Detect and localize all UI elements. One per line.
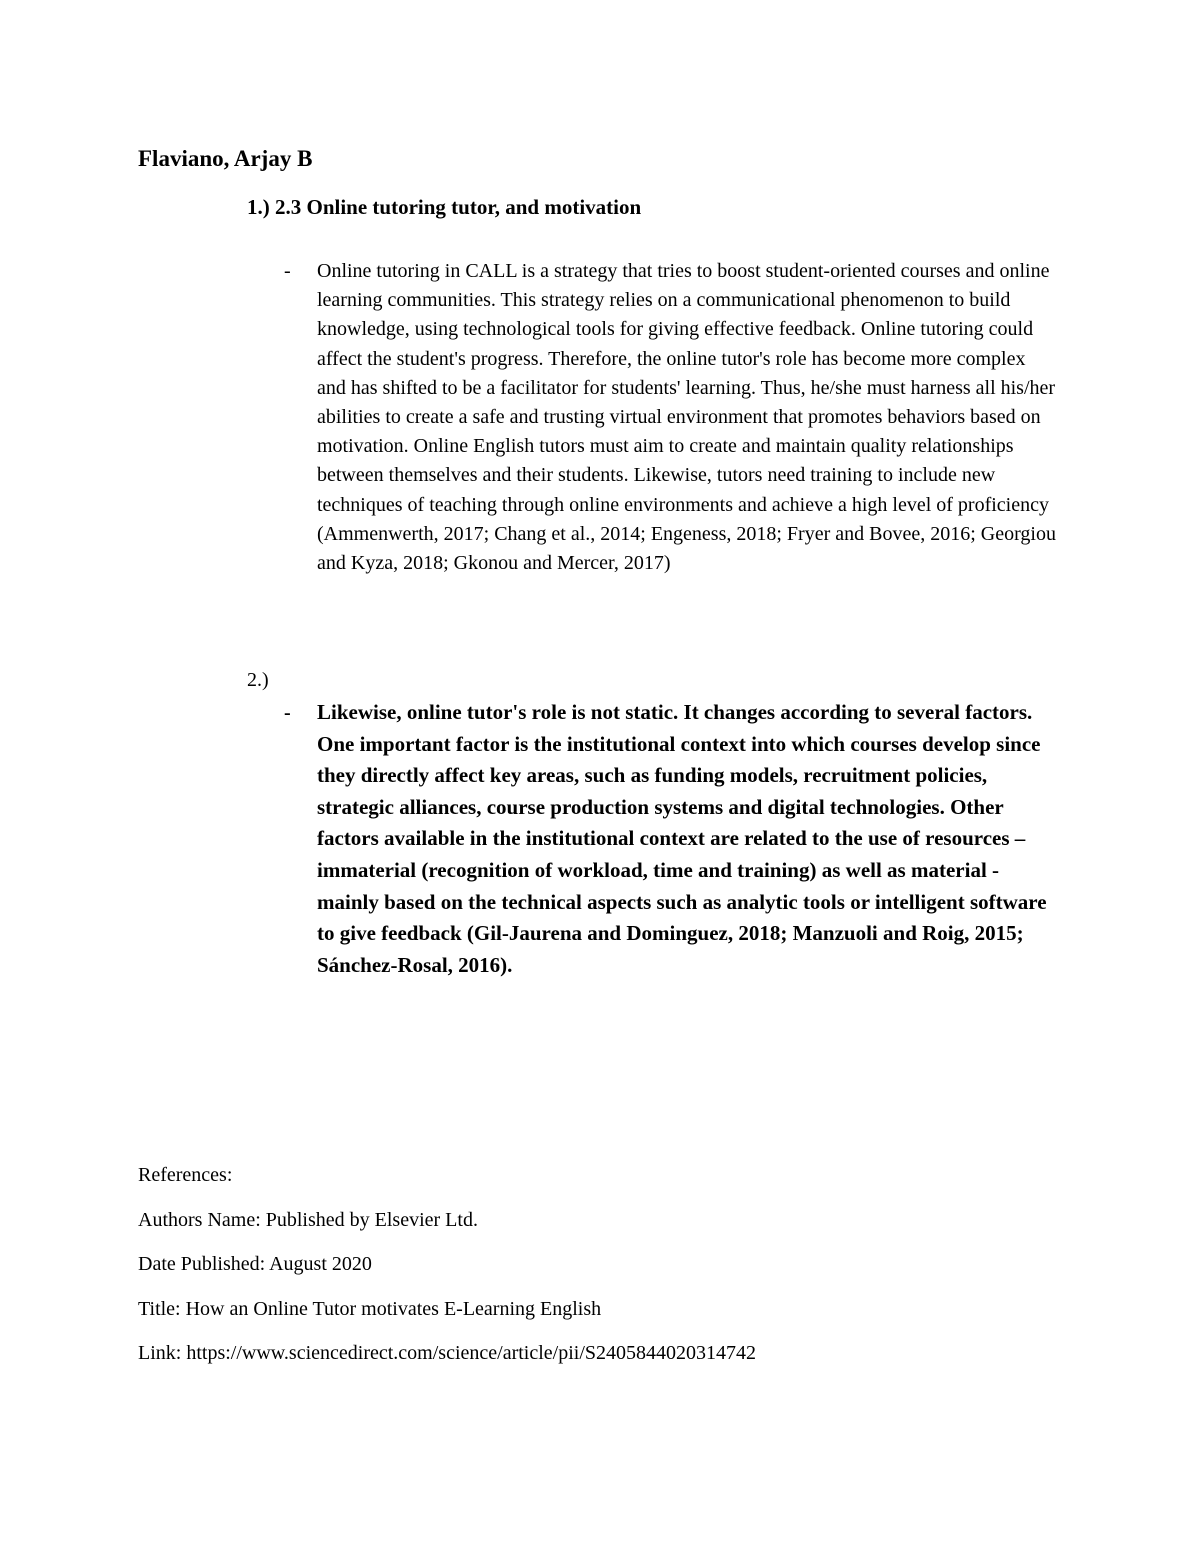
author-name: Flaviano, Arjay B	[138, 146, 313, 171]
bullet-dash-1: -	[284, 260, 291, 282]
reference-date: Date Published: August 2020	[138, 1253, 372, 1275]
question-2-answer-paragraph: Likewise, online tutor's role is not static. It changes according to several factors. One important factor is the institutional context into which courses develop since they directly affect key areas, such as funding models, recruitment policies, strategic alliances, course production systems and digital technologies. Other factors available in the institutional context are related to the use of resources – immaterial (recognition of workload, time and training) as well as material - mainly based on the technical aspects such as analytic tools or intelligent software to give feedback (Gil-Jaurena and Dominguez, 2018; Manzuoli and Roig, 2015; Sánchez-Rosal, 2016).	[317, 700, 1047, 977]
references-heading: References:	[138, 1164, 233, 1186]
reference-link[interactable]: Link: https://www.sciencedirect.com/science/article/pii/S2405844020314742	[138, 1342, 757, 1364]
reference-authors: Authors Name: Published by Elsevier Ltd.	[138, 1209, 478, 1231]
reference-title: Title: How an Online Tutor motivates E-Learning English	[138, 1298, 602, 1320]
question-1-answer-paragraph: Online tutoring in CALL is a strategy that tries to boost student-oriented courses and online learning communities. This strategy relies on a communicational phenomenon to build knowledge, using technological tools for giving effective feedback. Online tutoring could affect the student's progress. Therefore, the online tutor's role has become more complex and has shifted to be a facilitator for students' learning. Thus, he/she must harness all his/her abilities to create a safe and trusting virtual environment that promotes behaviors based on motivation. Online English tutors must aim to create and maintain quality relationships between themselves and their students. Likewise, tutors need training to include new techniques of teaching through online environments and achieve a high level of proficiency (Ammenwerth, 2017; Chang et al., 2014; Engeness, 2018; Fryer and Bovee, 2016; Georgiou and Kyza, 2018; Gkonou and Mercer, 2017)	[317, 260, 1056, 575]
question-1-heading: 1.) 2.3 Online tutoring tutor, and motivation	[247, 195, 642, 219]
question-2-heading: 2.)	[247, 669, 269, 691]
bullet-dash-2: -	[284, 702, 291, 724]
